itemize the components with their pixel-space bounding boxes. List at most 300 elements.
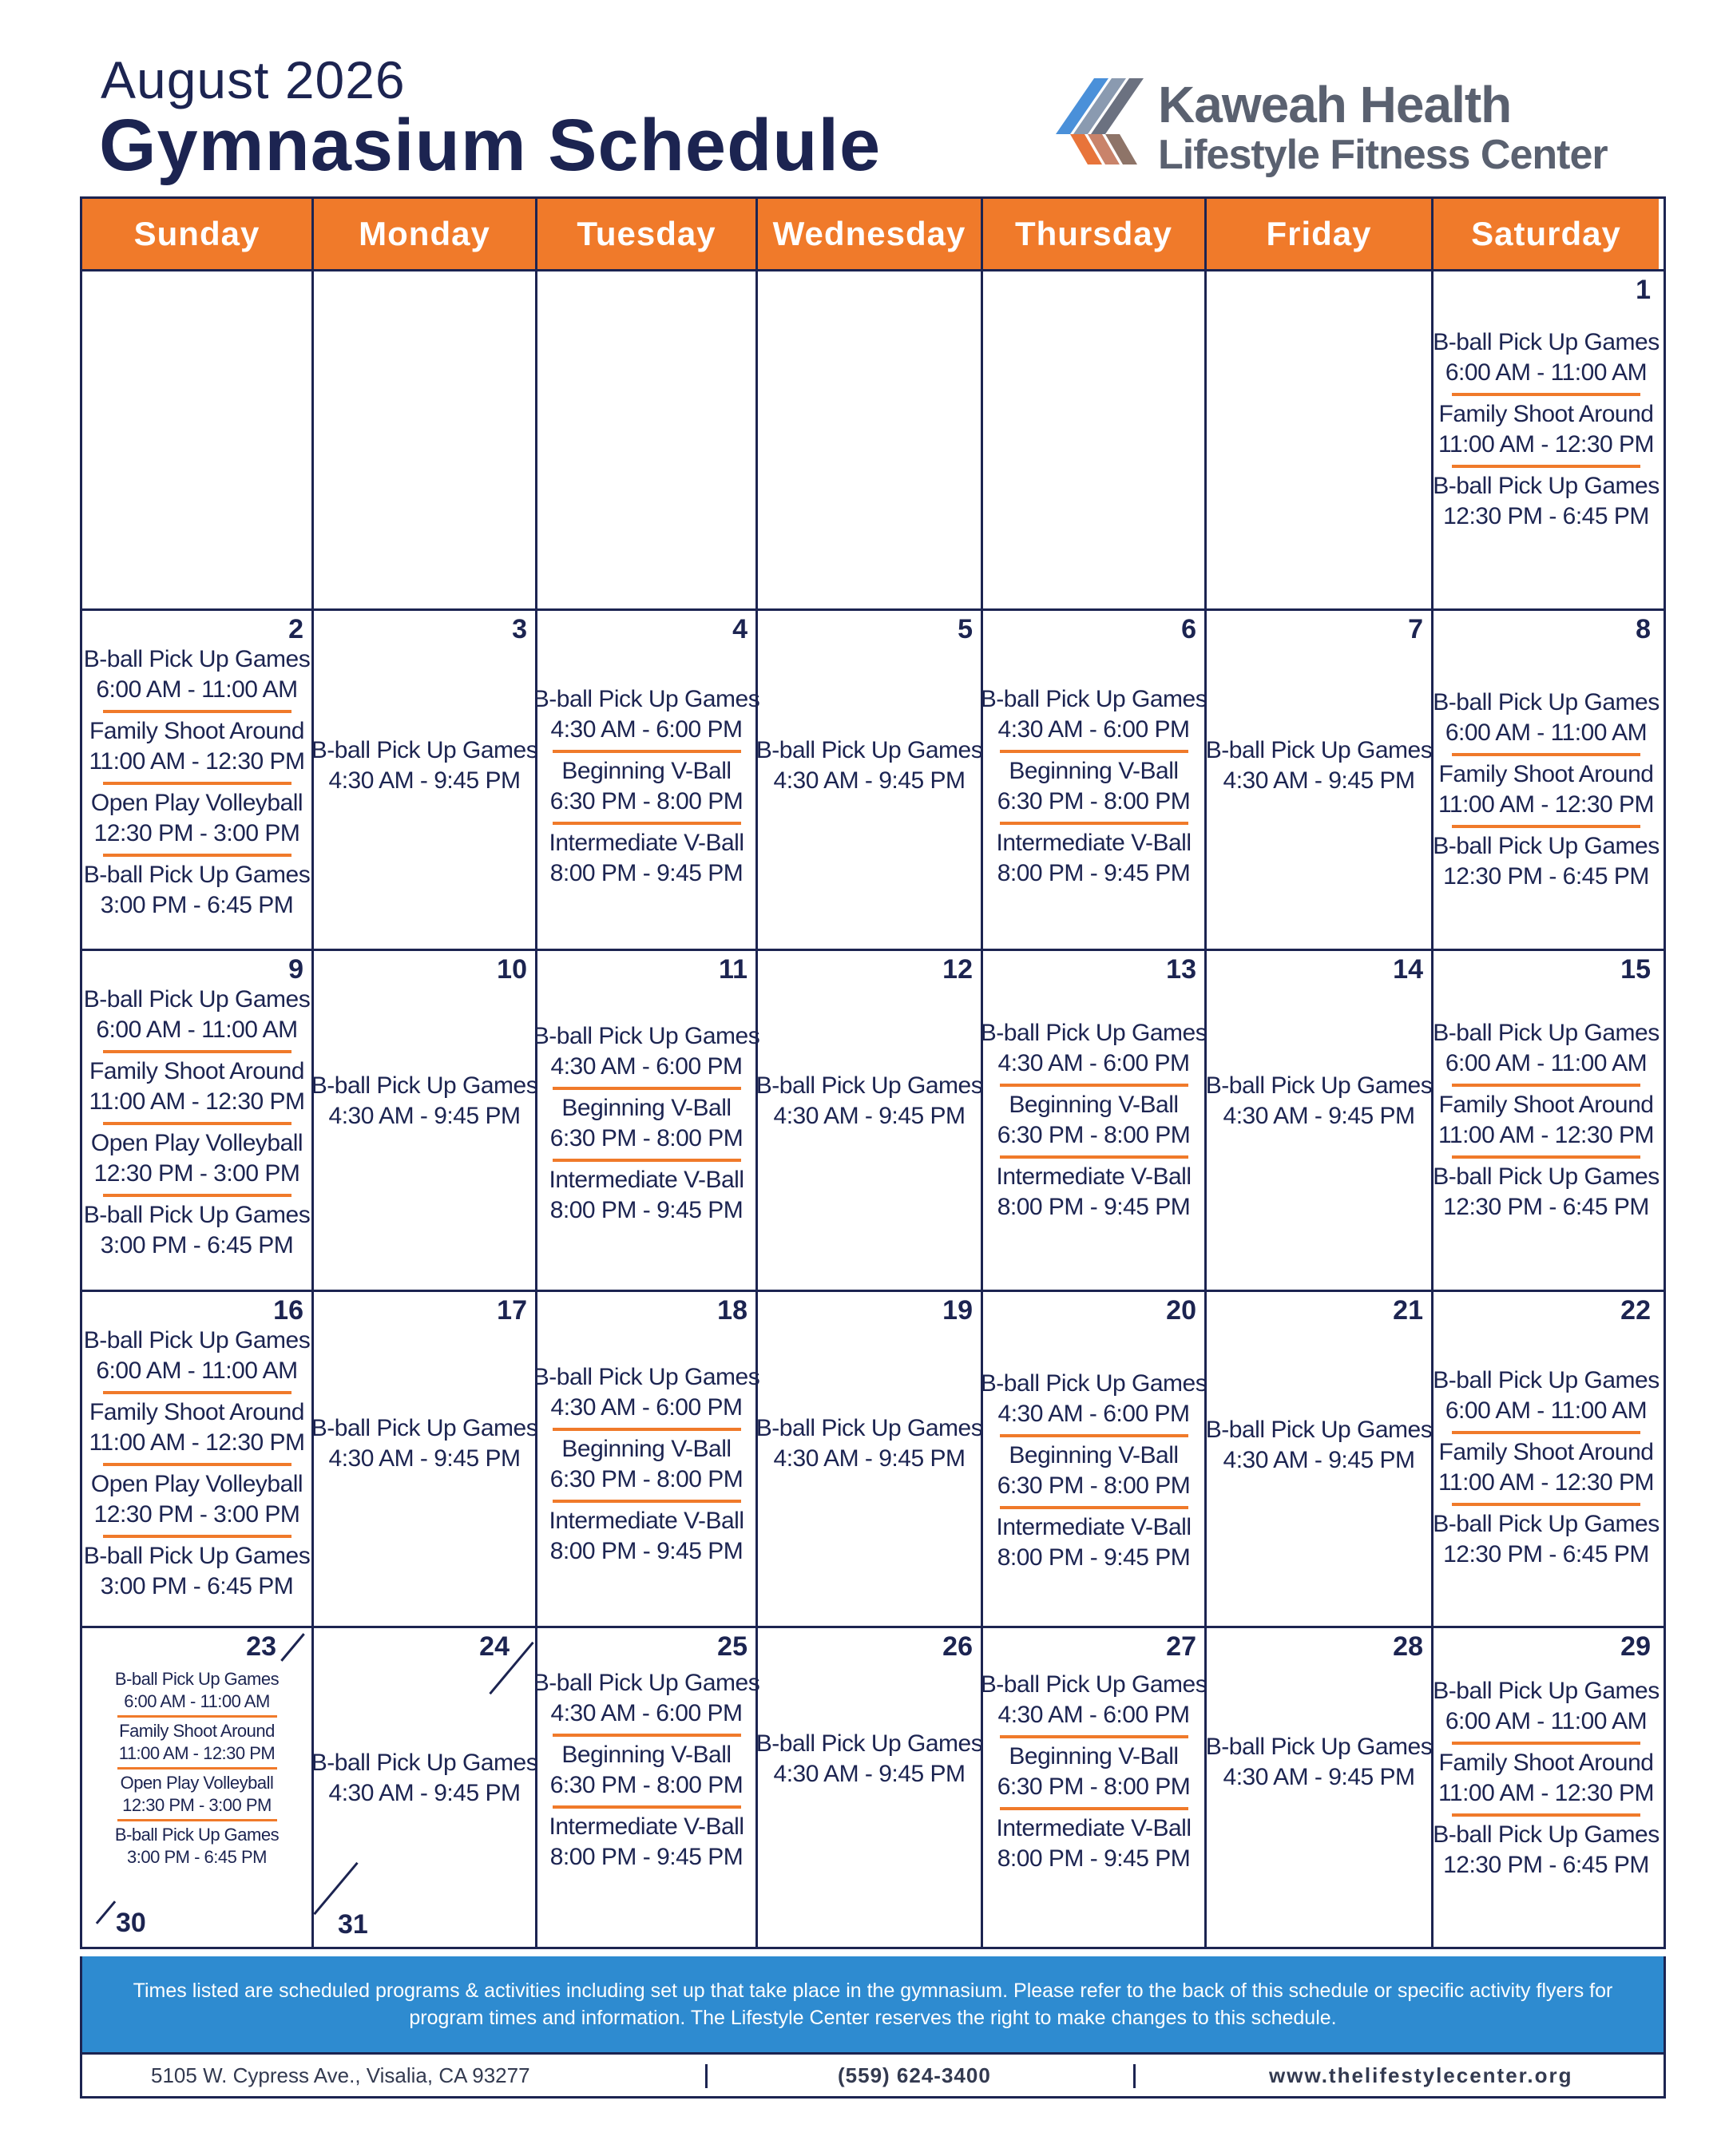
event-name: Intermediate V-Ball [996, 1163, 1192, 1190]
day-cell-26 [755, 1628, 983, 1947]
event [542, 1165, 751, 1226]
day-cell-6 [980, 611, 1208, 949]
event-divider [1452, 1813, 1640, 1817]
event-time: 4:30 AM - 9:45 PM [328, 767, 521, 794]
event-time: 6:30 PM - 8:00 PM [997, 1122, 1191, 1148]
event-list [980, 1018, 1208, 1223]
event-divider [103, 1050, 291, 1053]
event-name: B-ball Pick Up Games [1433, 329, 1660, 355]
event [83, 1200, 311, 1261]
day-number: 24 [479, 1631, 510, 1662]
event-list [1433, 327, 1660, 532]
event-list [1433, 1676, 1660, 1881]
event-name: Intermediate V-Ball [549, 1167, 744, 1193]
day-number: 30 [116, 1908, 146, 1938]
event-list [533, 1021, 760, 1226]
event-list [755, 1729, 983, 1789]
day-cell-23-30 [82, 1628, 314, 1947]
event [87, 716, 307, 777]
event [1433, 1365, 1660, 1426]
event-time: 3:00 PM - 6:45 PM [127, 1847, 267, 1867]
event-time: 12:30 PM - 3:00 PM [93, 1501, 300, 1528]
event-list [1205, 1071, 1433, 1132]
event-name: B-ball Pick Up Games [533, 1670, 760, 1696]
event [1205, 735, 1433, 796]
event-divider [1452, 465, 1640, 468]
day-number: 2 [288, 614, 303, 644]
event-time: 6:00 AM - 11:00 AM [124, 1691, 270, 1711]
event-name: Beginning V-Ball [1009, 1092, 1179, 1118]
day-cell-2 [82, 611, 314, 949]
day-cell-3 [311, 611, 538, 949]
day-number: 20 [1166, 1295, 1196, 1326]
event-time: 4:30 AM - 6:00 PM [550, 1053, 743, 1080]
event-name: Intermediate V-Ball [996, 1815, 1192, 1841]
phone-number: (559) 624-3400 [838, 2063, 991, 2087]
event-time: 8:00 PM - 9:45 PM [549, 860, 744, 886]
event [1205, 1415, 1433, 1476]
weekday-saturday: Saturday [1434, 199, 1659, 269]
event-time: 12:30 PM - 6:45 PM [1443, 1852, 1649, 1878]
event-time: 12:30 PM - 6:45 PM [1443, 863, 1649, 890]
event-name: Open Play Volleyball [120, 1773, 274, 1793]
event [542, 828, 751, 889]
day-cell-7 [1207, 611, 1434, 949]
day-number: 6 [1181, 614, 1196, 644]
event [1433, 471, 1660, 532]
day-cell-10 [311, 951, 538, 1290]
event-time: 6:30 PM - 8:00 PM [549, 1466, 744, 1492]
day-cell-24-31 [311, 1628, 538, 1947]
event-name: B-ball Pick Up Games [311, 1750, 538, 1776]
event-time: 4:30 AM - 9:45 PM [773, 1445, 966, 1472]
event-time: 6:00 AM - 11:00 AM [1445, 1050, 1648, 1076]
event-list [980, 1670, 1208, 1874]
event-time: 11:00 AM - 12:30 PM [89, 1429, 305, 1456]
day-number: 13 [1166, 954, 1196, 985]
event-list [755, 735, 983, 796]
event-divider [1000, 1506, 1188, 1509]
event [1205, 1071, 1433, 1132]
day-number: 21 [1393, 1295, 1423, 1326]
event-name: Beginning V-Ball [561, 1436, 732, 1462]
event-time: 6:30 PM - 8:00 PM [997, 788, 1191, 814]
event-list [533, 684, 760, 889]
event-time: 3:00 PM - 6:45 PM [100, 892, 294, 918]
event-name: B-ball Pick Up Games [755, 1072, 983, 1099]
event [988, 1512, 1200, 1573]
event [542, 1434, 751, 1495]
event-time: 4:30 AM - 9:45 PM [1223, 1764, 1415, 1790]
event-time: 6:00 AM - 11:00 AM [1445, 1397, 1648, 1424]
contact-bar [80, 2052, 1666, 2099]
event-time: 4:30 AM - 6:00 PM [997, 1050, 1190, 1076]
event-divider [553, 822, 741, 825]
event-divider [1000, 1434, 1188, 1437]
event [87, 1824, 307, 1869]
week-row-1 [82, 269, 1664, 608]
day-cell-16 [82, 1292, 314, 1626]
day-number: 10 [497, 954, 527, 985]
day-cell-empty [983, 271, 1207, 608]
event [1433, 1820, 1660, 1881]
event-divider [553, 1087, 741, 1090]
event-name: B-ball Pick Up Games [83, 862, 311, 888]
week-row-3 [82, 949, 1664, 1290]
weekday-friday: Friday [1207, 199, 1434, 269]
event [87, 788, 307, 849]
event-name: Family Shoot Around [89, 718, 304, 744]
event-list [1433, 1365, 1660, 1570]
event [533, 684, 760, 745]
event-name: Family Shoot Around [1438, 1750, 1654, 1776]
day-number: 12 [942, 954, 973, 985]
event-divider [553, 750, 741, 753]
event-time: 6:00 AM - 11:00 AM [1445, 719, 1648, 746]
split-day-slash [313, 1862, 358, 1915]
split-day-slash [96, 1900, 116, 1924]
event [1438, 399, 1654, 460]
event [311, 735, 538, 796]
event-list [533, 1362, 760, 1567]
page-header [0, 0, 1725, 196]
day-number: 8 [1636, 614, 1651, 644]
event-time: 4:30 AM - 9:45 PM [1223, 1103, 1415, 1129]
event-time: 6:30 PM - 8:00 PM [549, 1125, 744, 1151]
day-number: 18 [717, 1295, 748, 1326]
event-divider [1000, 1084, 1188, 1087]
day-cell-4 [533, 611, 760, 949]
event-name: B-ball Pick Up Games [533, 1364, 760, 1390]
event-time: 12:30 PM - 3:00 PM [122, 1795, 272, 1815]
event-time: 4:30 AM - 9:45 PM [773, 767, 966, 794]
day-number: 4 [732, 614, 748, 644]
event-name: B-ball Pick Up Games [83, 1327, 311, 1353]
split-day-slash [280, 1633, 305, 1662]
event [311, 1413, 538, 1474]
event-time: 8:00 PM - 9:45 PM [549, 1197, 744, 1223]
event-name: B-ball Pick Up Games [114, 1825, 280, 1845]
event [988, 828, 1200, 889]
event [980, 1670, 1208, 1730]
event [533, 1021, 760, 1082]
event-name: Intermediate V-Ball [549, 1813, 744, 1840]
day-cell-empty [82, 271, 314, 608]
event [1438, 1090, 1654, 1151]
day-number: 17 [497, 1295, 527, 1326]
event-divider [1452, 1155, 1640, 1159]
event [1433, 688, 1660, 748]
day-number: 26 [942, 1631, 973, 1662]
event-name: B-ball Pick Up Games [533, 686, 760, 712]
event [988, 1813, 1200, 1874]
weekday-thursday: Thursday [983, 199, 1207, 269]
day-cell-17 [311, 1292, 538, 1626]
event-time: 8:00 PM - 9:45 PM [997, 860, 1191, 886]
event-name: B-ball Pick Up Games [311, 1415, 538, 1441]
event-list [311, 1748, 538, 1809]
event-divider [553, 1428, 741, 1431]
event [533, 1362, 760, 1423]
event-time: 3:00 PM - 6:45 PM [100, 1573, 294, 1599]
event-divider [1000, 1735, 1188, 1738]
event-divider [1000, 1155, 1188, 1159]
event-list [1205, 1732, 1433, 1793]
event-time: 11:00 AM - 12:30 PM [1438, 431, 1655, 458]
event-time: 11:00 AM - 12:30 PM [89, 1088, 305, 1115]
day-cell-19 [755, 1292, 983, 1626]
event [87, 1397, 307, 1458]
event-name: B-ball Pick Up Games [83, 986, 311, 1013]
event-time: 4:30 AM - 6:00 PM [997, 1702, 1190, 1728]
day-cell-22 [1434, 1292, 1659, 1626]
event-list [755, 1071, 983, 1132]
weekday-sunday: Sunday [82, 199, 314, 269]
event-divider [1452, 1503, 1640, 1506]
event-list [980, 1369, 1208, 1573]
website-link[interactable]: www.thelifestylecenter.org [1269, 2063, 1573, 2087]
event [1438, 1437, 1654, 1498]
day-number: 23 [246, 1631, 276, 1662]
event-time: 8:00 PM - 9:45 PM [997, 1194, 1191, 1220]
event-name: Intermediate V-Ball [996, 1514, 1192, 1540]
event-time: 11:00 AM - 12:30 PM [118, 1743, 276, 1763]
event-list [311, 1413, 538, 1474]
event-name: Family Shoot Around [89, 1058, 304, 1084]
day-number: 7 [1408, 614, 1423, 644]
event-time: 6:30 PM - 8:00 PM [997, 1472, 1191, 1499]
event [988, 1162, 1200, 1223]
logo-text-primary: Kaweah Health [1158, 76, 1512, 133]
event-name: B-ball Pick Up Games [1205, 1417, 1433, 1443]
event-time: 12:30 PM - 6:45 PM [1443, 1194, 1649, 1220]
month-title: August 2026 [101, 50, 406, 109]
event-time: 12:30 PM - 6:45 PM [1443, 1541, 1649, 1567]
contact-divider [1133, 2064, 1136, 2088]
event-list [311, 735, 538, 796]
event-name: B-ball Pick Up Games [114, 1669, 280, 1689]
event-time: 6:00 AM - 11:00 AM [96, 1357, 298, 1384]
event [542, 1740, 751, 1801]
event-name: B-ball Pick Up Games [311, 1072, 538, 1099]
event-time: 4:30 AM - 6:00 PM [997, 1401, 1190, 1427]
schedule-disclaimer: Times listed are scheduled programs & activities including set up that take place in the gymnasium. Please refer to the back of this schedule or specific activity flyers for program times and information. The Lifestyle Center reserves the right to make changes to this schedule. [80, 1956, 1666, 2052]
weekday-wednesday: Wednesday [758, 199, 983, 269]
event-name: Beginning V-Ball [561, 758, 732, 784]
event-name: B-ball Pick Up Games [980, 1020, 1208, 1046]
event-divider [117, 1819, 277, 1821]
event-divider [1452, 1431, 1640, 1434]
event [1433, 1162, 1660, 1223]
kaweah-health-logo [1046, 70, 1621, 182]
event [1433, 327, 1660, 388]
event-list [1205, 1415, 1433, 1476]
event [83, 1326, 311, 1386]
event-name: B-ball Pick Up Games [1433, 1163, 1660, 1190]
day-number: 25 [717, 1631, 748, 1662]
event-name: B-ball Pick Up Games [83, 646, 311, 672]
event-name: B-ball Pick Up Games [1433, 473, 1660, 499]
event-time: 4:30 AM - 9:45 PM [773, 1103, 966, 1129]
day-cell-29 [1434, 1628, 1659, 1947]
day-cell-empty [314, 271, 537, 608]
address-text: 5105 W. Cypress Ave., Visalia, CA 93277 [151, 2063, 530, 2087]
event-time: 8:00 PM - 9:45 PM [997, 1845, 1191, 1872]
weekday-header-row [82, 199, 1664, 269]
event-time: 6:00 AM - 11:00 AM [96, 676, 298, 703]
event [87, 1720, 307, 1765]
event-time: 12:30 PM - 6:45 PM [1443, 503, 1649, 529]
event-list [87, 1668, 307, 1869]
event-name: Family Shoot Around [1438, 1439, 1654, 1465]
event-name: B-ball Pick Up Games [1433, 689, 1660, 715]
event [755, 1413, 983, 1474]
day-cell-8 [1434, 611, 1659, 949]
event [87, 1056, 307, 1117]
day-number: 3 [512, 614, 527, 644]
event-list [980, 684, 1208, 889]
day-cell-11 [533, 951, 760, 1290]
event-name: B-ball Pick Up Games [1433, 1821, 1660, 1848]
event-name: B-ball Pick Up Games [533, 1023, 760, 1049]
event [755, 1071, 983, 1132]
day-number: 22 [1620, 1295, 1651, 1326]
event-name: Family Shoot Around [1438, 401, 1654, 427]
event [755, 1729, 983, 1789]
day-number: 5 [958, 614, 973, 644]
event-time: 11:00 AM - 12:30 PM [89, 748, 305, 775]
event-time: 6:00 AM - 11:00 AM [1445, 1708, 1648, 1734]
event-list [533, 1668, 760, 1873]
event-time: 6:00 AM - 11:00 AM [1445, 359, 1648, 386]
day-cell-27 [980, 1628, 1208, 1947]
event [980, 1018, 1208, 1079]
page-title: Gymnasium Schedule [99, 105, 882, 186]
event-name: B-ball Pick Up Games [755, 1730, 983, 1757]
event-name: B-ball Pick Up Games [1205, 737, 1433, 763]
event [1205, 1732, 1433, 1793]
day-cell-15 [1434, 951, 1659, 1290]
event [542, 1093, 751, 1154]
event-divider [103, 1535, 291, 1538]
event-divider [553, 1500, 741, 1503]
calendar-grid [80, 196, 1666, 1949]
event-name: Open Play Volleyball [90, 790, 303, 816]
event-time: 12:30 PM - 3:00 PM [93, 820, 300, 846]
day-cell-5 [755, 611, 983, 949]
event-time: 11:00 AM - 12:30 PM [1438, 1122, 1655, 1148]
event-name: Beginning V-Ball [561, 1095, 732, 1121]
day-number: 15 [1620, 954, 1651, 985]
event-time: 6:30 PM - 8:00 PM [549, 788, 744, 814]
week-row-4 [82, 1290, 1664, 1626]
event-name: B-ball Pick Up Games [1433, 833, 1660, 859]
event-name: B-ball Pick Up Games [1433, 1367, 1660, 1393]
event-time: 4:30 AM - 6:00 PM [550, 1394, 743, 1421]
day-number: 28 [1393, 1631, 1423, 1662]
day-number: 27 [1166, 1631, 1196, 1662]
day-cell-21 [1207, 1292, 1434, 1626]
day-number: 31 [338, 1909, 368, 1940]
event [988, 756, 1200, 817]
event-time: 8:00 PM - 9:45 PM [997, 1544, 1191, 1571]
day-cell-18 [533, 1292, 760, 1626]
event [542, 1506, 751, 1567]
event-list [83, 985, 311, 1261]
event [1433, 1676, 1660, 1737]
event [1438, 1748, 1654, 1809]
day-cell-9 [82, 951, 314, 1290]
event-time: 4:30 AM - 9:45 PM [773, 1761, 966, 1787]
event [87, 1668, 307, 1713]
event-name: Beginning V-Ball [1009, 758, 1179, 784]
event-divider [553, 1159, 741, 1162]
logo-mark-icon [1046, 70, 1158, 174]
event-list [755, 1413, 983, 1474]
event [988, 1090, 1200, 1151]
contact-divider [705, 2064, 708, 2088]
event [533, 1668, 760, 1729]
event [87, 1128, 307, 1189]
event [980, 1369, 1208, 1429]
event-name: Intermediate V-Ball [549, 830, 744, 856]
event [980, 684, 1208, 745]
day-number: 1 [1636, 275, 1651, 305]
event-divider [117, 1715, 277, 1718]
event-time: 11:00 AM - 12:30 PM [1438, 791, 1655, 818]
event-time: 4:30 AM - 9:45 PM [328, 1103, 521, 1129]
weekday-monday: Monday [314, 199, 537, 269]
week-row-5 [82, 1626, 1664, 1947]
day-cell-empty [758, 271, 983, 608]
weekday-tuesday: Tuesday [537, 199, 758, 269]
day-number: 14 [1393, 954, 1423, 985]
event-name: B-ball Pick Up Games [83, 1543, 311, 1569]
event-divider [103, 1391, 291, 1394]
event-name: Open Play Volleyball [90, 1130, 303, 1156]
event-divider [1000, 822, 1188, 825]
event [311, 1748, 538, 1809]
event [1433, 1018, 1660, 1079]
event [83, 985, 311, 1045]
event-list [311, 1071, 538, 1132]
event-list [1433, 688, 1660, 892]
day-number: 16 [273, 1295, 303, 1326]
event-name: Beginning V-Ball [1009, 1743, 1179, 1770]
event-divider [103, 1463, 291, 1466]
event [542, 756, 751, 817]
event-divider [1452, 1742, 1640, 1745]
event-time: 3:00 PM - 6:45 PM [100, 1232, 294, 1258]
event-time: 4:30 AM - 9:45 PM [1223, 1447, 1415, 1473]
event [83, 1541, 311, 1602]
day-number: 9 [288, 954, 303, 985]
event-name: B-ball Pick Up Games [311, 737, 538, 763]
event-name: Beginning V-Ball [561, 1742, 732, 1768]
event [755, 735, 983, 796]
event-divider [1452, 753, 1640, 756]
event [988, 1441, 1200, 1501]
event-name: B-ball Pick Up Games [755, 1415, 983, 1441]
day-cell-1 [1434, 271, 1659, 608]
event-time: 4:30 AM - 9:45 PM [328, 1780, 521, 1806]
event-time: 8:00 PM - 9:45 PM [549, 1538, 744, 1564]
event-name: Family Shoot Around [1438, 761, 1654, 787]
event [83, 644, 311, 705]
event-time: 11:00 AM - 12:30 PM [1438, 1469, 1655, 1496]
event [1433, 831, 1660, 892]
event-name: B-ball Pick Up Games [1433, 1678, 1660, 1704]
